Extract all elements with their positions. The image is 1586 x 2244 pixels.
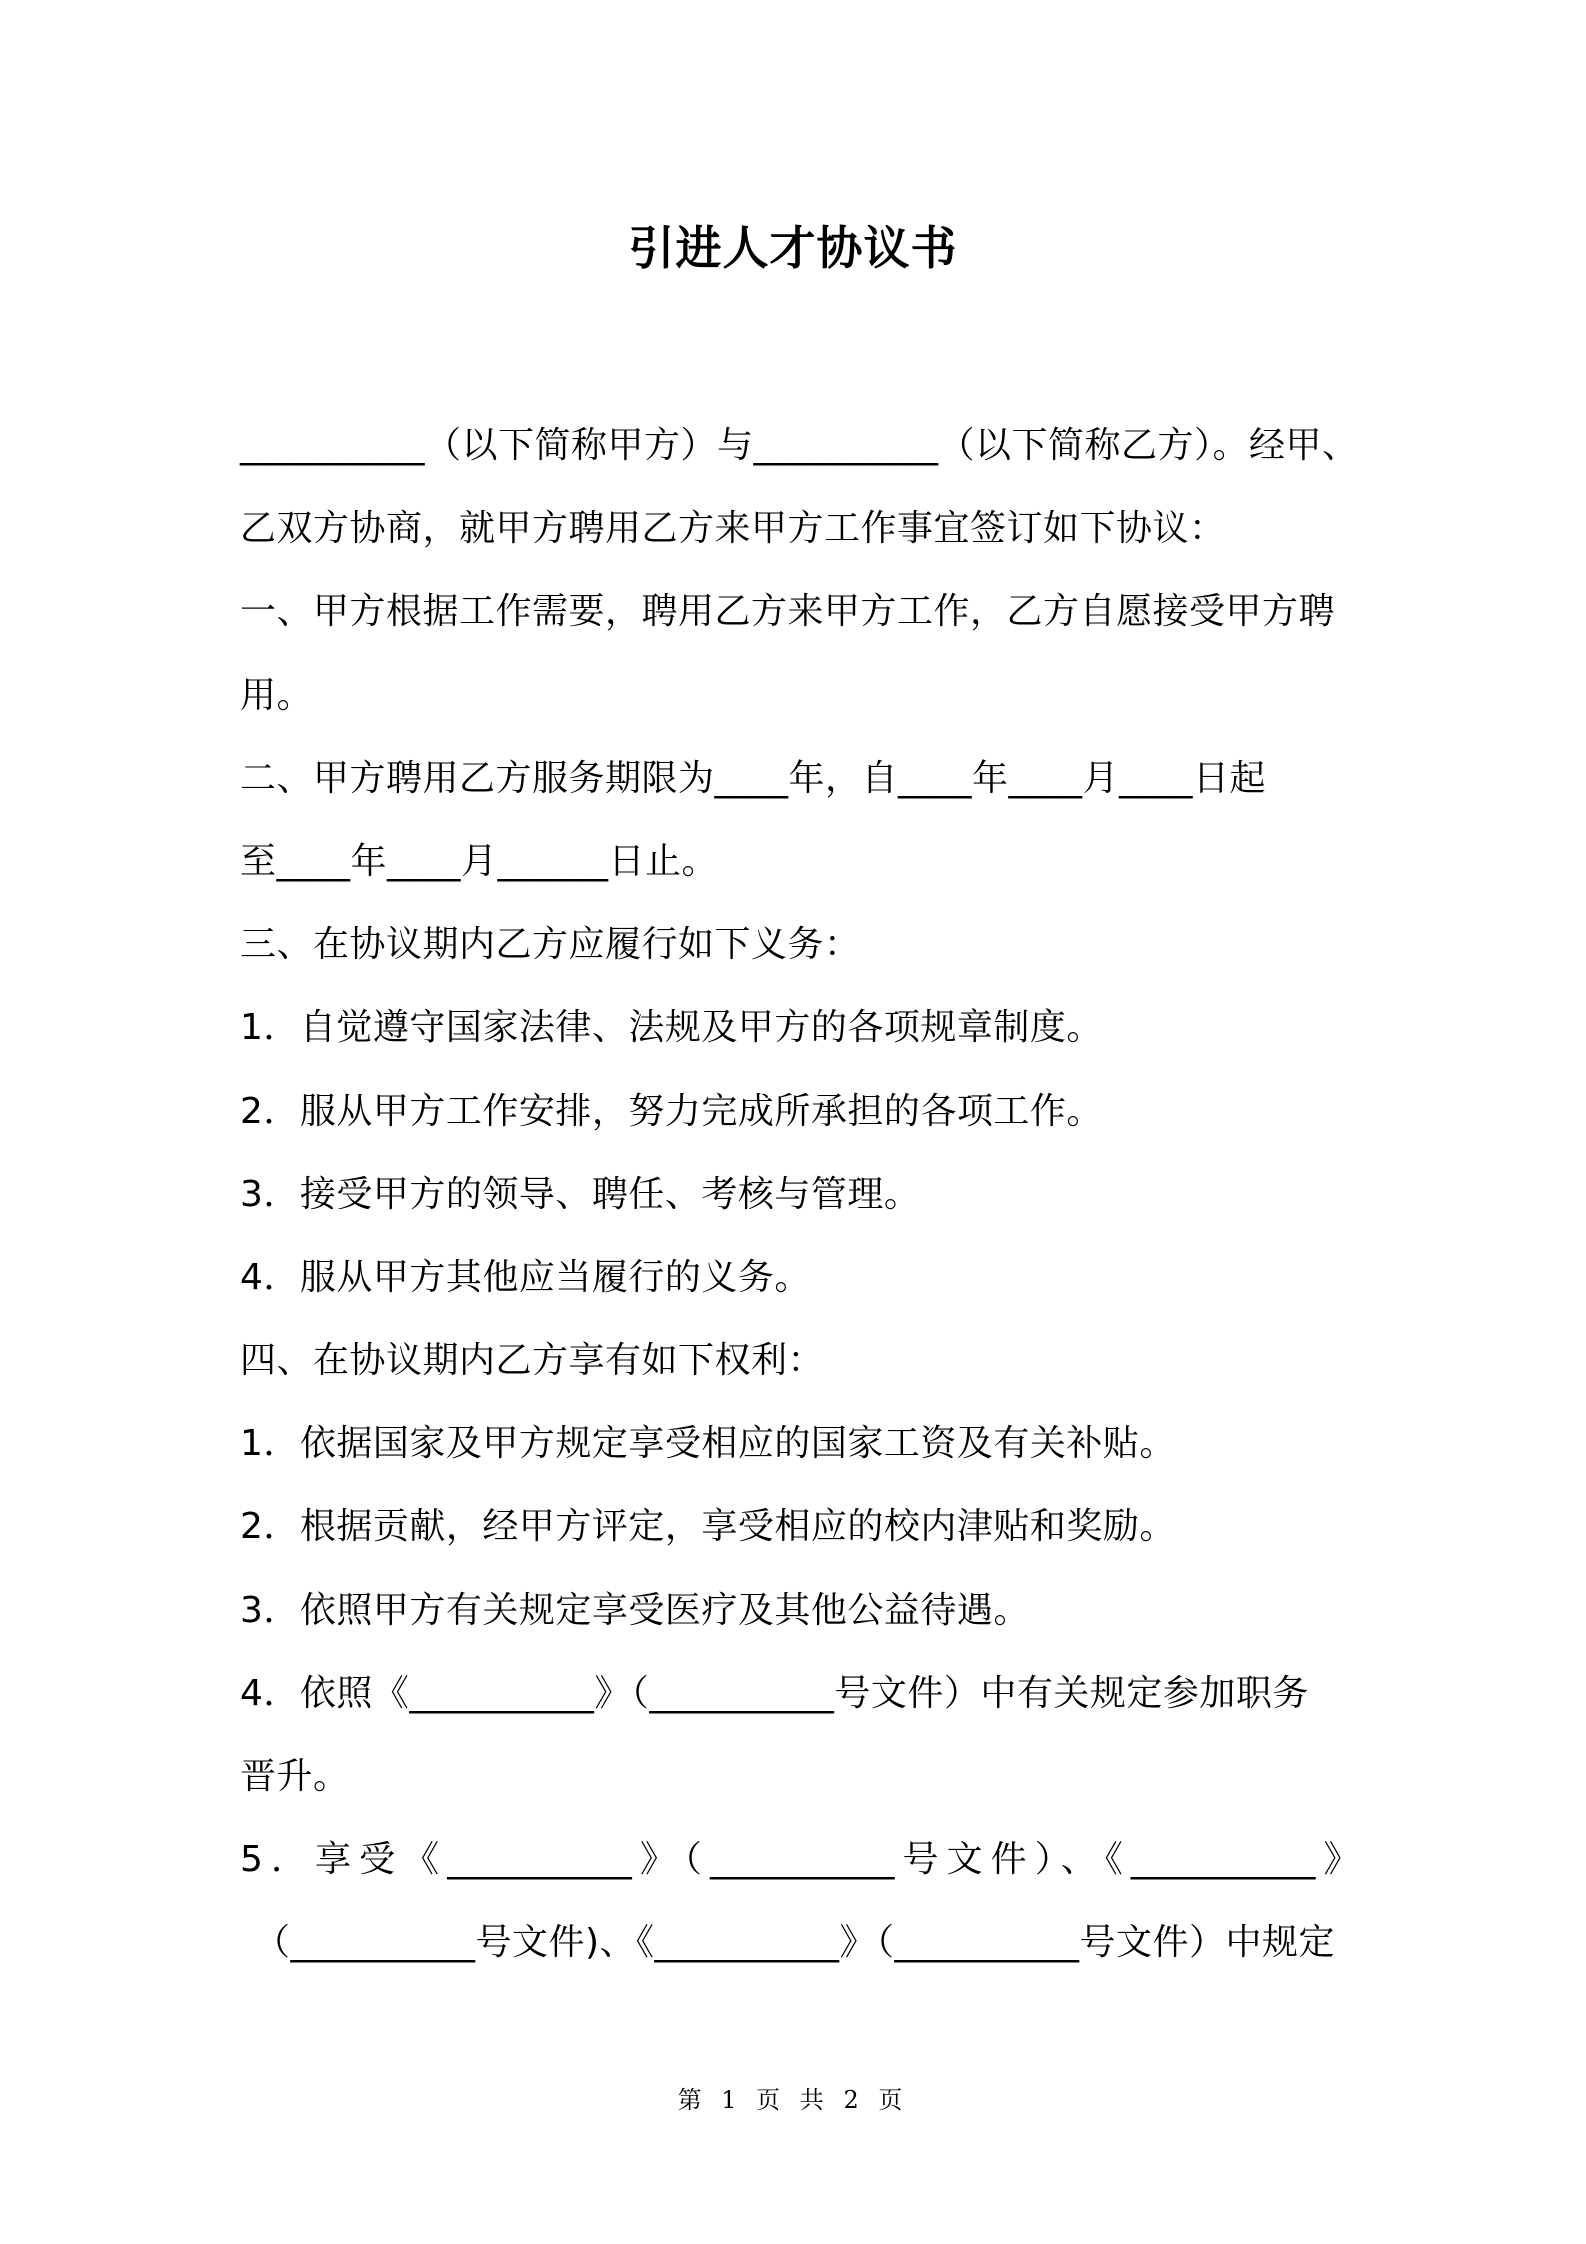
paragraph-line: 二、甲方聘用乙方服务期限为____年，自____年____月____日起: [240, 757, 1267, 799]
document-title: 引进人才协议书: [628, 221, 958, 275]
section-heading: 三、在协议期内乙方应履行如下义务：: [240, 924, 861, 966]
paragraph-line: 用。: [240, 674, 314, 716]
list-item-continuation: 晋升。: [240, 1756, 350, 1797]
list-item: 3．依照甲方有关规定享受医疗及其他公益待遇。: [240, 1589, 1030, 1631]
paragraph-line: 一、甲方根据工作需要，聘用乙方来甲方工作，乙方自愿接受甲方聘: [240, 591, 1336, 633]
list-item: 5．享受《__________》（__________号文件）、《__________》: [240, 1839, 1360, 1881]
paragraph-line: 至____年____月______日止。: [240, 840, 719, 882]
list-item: 1．依据国家及甲方规定享受相应的国家工资及有关补贴。: [240, 1423, 1176, 1465]
list-item: 3．接受甲方的领导、聘任、考核与管理。: [240, 1173, 921, 1215]
page-number: 第 1 页 共 2 页: [677, 2086, 909, 2114]
paragraph-line: __________（以下简称甲方）与__________（以下简称乙方）。经甲、: [240, 425, 1359, 466]
document-body: [240, 404, 1360, 1985]
list-item: 2．根据贡献，经甲方评定，享受相应的校内津贴和奖励。: [240, 1506, 1176, 1548]
list-item-continuation: （__________号文件)、《__________》（__________号文件）中规定: [254, 1922, 1336, 1964]
list-item: 2．服从甲方工作安排，努力完成所承担的各项工作。: [240, 1090, 1103, 1132]
list-item: 4．依照《__________》（__________号文件）中有关规定参加职务: [240, 1672, 1309, 1714]
list-item: 1．自觉遵守国家法律、法规及甲方的各项规章制度。: [240, 1007, 1103, 1049]
paragraph-line: 乙双方协商，就甲方聘用乙方来甲方工作事宜签订如下协议：: [240, 508, 1226, 550]
section-heading: 四、在协议期内乙方享有如下权利：: [240, 1340, 825, 1382]
list-item: 4．服从甲方其他应当履行的义务。: [240, 1256, 811, 1298]
